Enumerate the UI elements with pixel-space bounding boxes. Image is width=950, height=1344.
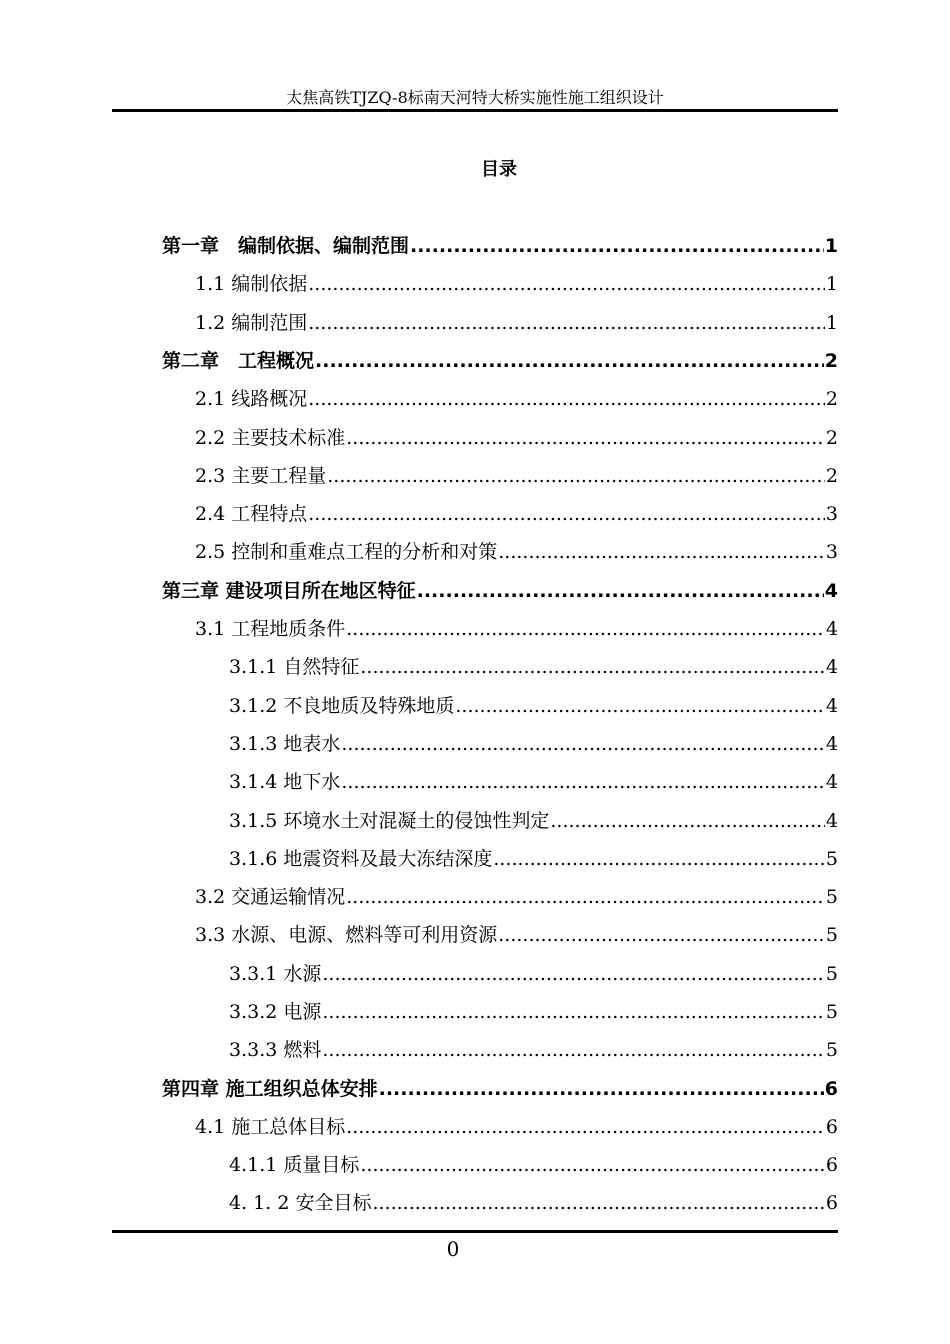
footer-rule: [112, 1230, 838, 1233]
toc-entry-label: 3.1.2 不良地质及特殊地质: [229, 695, 455, 717]
toc-leader-dots: [410, 227, 824, 265]
toc-entry[interactable]: [229, 802, 838, 840]
toc-entry-page: 4: [825, 618, 838, 640]
toc-entry-label: 1.2 编制范围: [195, 312, 308, 334]
toc-entry-page: 6: [825, 1154, 838, 1176]
toc-leader-dots: [379, 1070, 824, 1108]
toc-entry[interactable]: [162, 342, 838, 380]
toc-entry[interactable]: [195, 419, 838, 457]
toc-entry-label: 2.5 控制和重难点工程的分析和对策: [195, 541, 498, 563]
toc-entry-label: 3.3.3 燃料: [229, 1039, 322, 1061]
toc-entry-page: 2: [825, 427, 838, 449]
toc-leader-dots: [498, 533, 825, 571]
toc-entry-page: 6: [825, 1192, 838, 1214]
toc-entry[interactable]: [229, 687, 838, 725]
toc-entry[interactable]: [195, 1108, 838, 1146]
toc-entry-label: 3.1.4 地下水: [229, 771, 341, 793]
toc-entry[interactable]: [229, 648, 838, 686]
toc-entry-label: 2.4 工程特点: [195, 503, 308, 525]
toc-entry-page: 4: [825, 733, 838, 755]
toc-entry-page: 6: [825, 1116, 838, 1138]
toc-entry[interactable]: [162, 1070, 838, 1108]
toc-entry-label: 3.3.1 水源: [229, 963, 322, 985]
toc-entry-label: 3.3.2 电源: [229, 1001, 322, 1023]
toc-leader-dots: [308, 380, 825, 418]
toc-entry-label: 3.3 水源、电源、燃料等可利用资源: [195, 924, 498, 946]
toc-leader-dots: [360, 648, 825, 686]
toc-entry[interactable]: [195, 265, 838, 303]
toc-entry[interactable]: [229, 725, 838, 763]
toc-leader-dots: [360, 1146, 825, 1184]
toc-entry-page: 2: [825, 465, 838, 487]
toc-entry-label: 2.2 主要技术标准: [195, 427, 346, 449]
toc-entry-page: 3: [825, 541, 838, 563]
toc-entry-page: 2: [824, 350, 838, 372]
toc-entry-page: 6: [824, 1078, 838, 1100]
toc-leader-dots: [372, 1184, 824, 1222]
toc-entry-label: 3.1 工程地质条件: [195, 618, 346, 640]
toc-leader-dots: [322, 993, 825, 1031]
toc-entry[interactable]: [195, 610, 838, 648]
toc-entry-page: 5: [825, 1039, 838, 1061]
toc-entry-label: 第四章 施工组织总体安排: [162, 1078, 378, 1100]
toc-leader-dots: [322, 1031, 825, 1069]
toc-entry[interactable]: [195, 878, 838, 916]
toc-entry-page: 4: [825, 810, 838, 832]
toc-entry-page: 5: [825, 963, 838, 985]
toc-entry-label: 3.1.6 地震资料及最大冻结深度: [229, 848, 493, 870]
toc-entry-label: 4.1.1 质量目标: [229, 1154, 360, 1176]
toc-leader-dots: [346, 878, 825, 916]
toc-entry-label: 2.3 主要工程量: [195, 465, 327, 487]
toc-title: 目录: [481, 159, 517, 180]
toc-entry[interactable]: [229, 840, 838, 878]
toc-entry-label: 第一章 编制依据、编制范围: [162, 235, 410, 257]
toc-entry[interactable]: [229, 1031, 838, 1069]
toc-entry[interactable]: [195, 304, 838, 342]
toc-entry-label: 1.1 编制依据: [195, 273, 308, 295]
toc-entry-label: 3.2 交通运输情况: [195, 886, 346, 908]
toc-entry[interactable]: [195, 495, 838, 533]
toc-leader-dots: [455, 687, 825, 725]
toc-entry[interactable]: [162, 572, 838, 610]
toc-entry[interactable]: [229, 955, 838, 993]
toc-entry[interactable]: [229, 993, 838, 1031]
toc-entry-page: 4: [825, 771, 838, 793]
toc-leader-dots: [346, 419, 825, 457]
toc-entry-label: 第二章 工程概况: [162, 350, 315, 372]
toc-entry-label: 3.1.1 自然特征: [229, 656, 360, 678]
toc-entry-label: 2.1 线路概况: [195, 388, 308, 410]
toc-entry-label: 3.1.3 地表水: [229, 733, 341, 755]
toc-entry[interactable]: [195, 457, 838, 495]
toc-leader-dots: [498, 916, 825, 954]
toc-entry-page: 5: [825, 848, 838, 870]
toc-entry-label: 第三章 建设项目所在地区特征: [162, 580, 416, 602]
toc-leader-dots: [341, 763, 825, 801]
toc-entry[interactable]: [195, 916, 838, 954]
toc-entry[interactable]: [229, 1146, 838, 1184]
toc-entry-label: 4. 1. 2 安全目标: [229, 1192, 372, 1214]
toc-entry-page: 4: [824, 580, 838, 602]
toc-entry-page: 1: [824, 235, 838, 257]
toc-leader-dots: [327, 457, 825, 495]
toc-leader-dots: [315, 342, 824, 380]
toc-entry[interactable]: [195, 380, 838, 418]
toc-entry-page: 1: [825, 273, 838, 295]
toc-leader-dots: [550, 802, 825, 840]
toc-leader-dots: [308, 265, 825, 303]
toc-entry-label: 4.1 施工总体目标: [195, 1116, 346, 1138]
toc-entry-page: 4: [825, 656, 838, 678]
toc-entry[interactable]: [162, 227, 838, 265]
toc-entry-page: 5: [825, 924, 838, 946]
toc-leader-dots: [346, 1108, 825, 1146]
toc-entry[interactable]: [229, 763, 838, 801]
toc-entry-page: 5: [825, 886, 838, 908]
toc-entry-page: 2: [825, 388, 838, 410]
toc-entry[interactable]: [195, 533, 838, 571]
page-header-title: 太焦高铁TJZQ-8标南天河特大桥实施性施工组织设计: [286, 88, 664, 107]
toc-leader-dots: [308, 304, 825, 342]
toc-leader-dots: [341, 725, 825, 763]
toc-leader-dots: [308, 495, 825, 533]
toc-entry-page: 4: [825, 695, 838, 717]
toc-entry[interactable]: [229, 1184, 838, 1222]
toc-leader-dots: [322, 955, 825, 993]
toc-entry-page: 5: [825, 1001, 838, 1023]
toc-leader-dots: [493, 840, 825, 878]
toc-leader-dots: [417, 572, 824, 610]
page-number: 0: [446, 1237, 460, 1261]
toc-entry-label: 3.1.5 环境水土对混凝土的侵蚀性判定: [229, 810, 550, 832]
toc-leader-dots: [346, 610, 825, 648]
toc-entry-page: 1: [825, 312, 838, 334]
header-rule: [112, 109, 838, 112]
toc-entry-page: 3: [825, 503, 838, 525]
